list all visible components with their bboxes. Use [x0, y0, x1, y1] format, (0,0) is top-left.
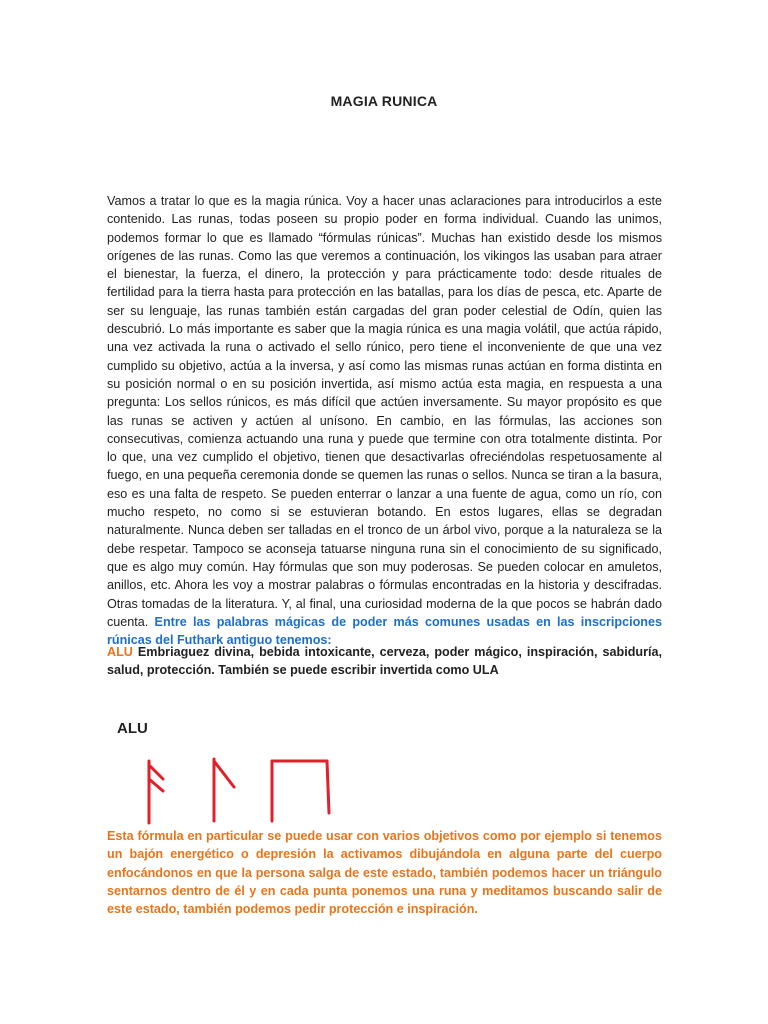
main-paragraph-text: Vamos a tratar lo que es la magia rúnica. Voy a hacer unas aclaraciones para introducirlos a este contenido. Las runas, todas poseen su propio poder en forma individual. Cuando las unimos, podemos formar lo que es llamado “fórmulas rúnicas”. Muchas han existido desde los mismos orígenes de las runas. Como las que veremos a continuación, los vikingos las usaban para atraer el bienestar, la fuerza, el dinero, la protección y para prácticamente todo: desde rituales de fertilidad para la tierra hasta para protección en las batallas, para los días de pesca, etc. Aparte de ser su lenguaje, las runas también están cargadas del gran poder celestial de Odín, quien las descubrió. Lo más importante es saber que la magia rúnica es una magia volátil, que actúa rápido, una vez activada la runa o activado el sello rúnico, pero tiene el inconveniente de que una vez cumplido su objetivo, actúa a la inversa, y así como las mismas runas actúan en forma distinta en su posición normal o en su posición invertida, así mismo actúa esta magia, en respuesta a una pregunta: Los sellos rúnicos, es más difícil que actúen inversamente. Su mayor propósito es que las runas se activen y actúen al unísono. En cambio, en las fórmulas, las acciones son consecutivas, comienza actuando una runa y puede que termine con otra totalmente distinta. Por lo que, una vez cumplido el objetivo, tienen que desactivarlas ofreciéndolas respetuosamente al fuego, en una pequeña ceremonia donde se quemen las runas o sellos. Nunca se tiran a la basura, eso es una falta de respeto. Se pueden enterrar o lanzar a una fuente de agua, como un río, con mucho respeto, no como si se estuvieran botando. En estos lugares, ellas se degradan naturalmente. Nunca deben ser talladas en el tronco de un árbol vivo, porque a la naturaleza se la debe respetar. Tampoco se aconseja tatuarse ninguna runa sin el conocimiento de su significado, que es algo muy común. Hay fórmulas que son muy poderosas. Se pueden colocar en amuletos, anillos, etc. Ahora les voy a mostrar palabras o fórmulas encontradas en la historia y descifradas. Otras tomadas de la literatura. Y, al final, una curiosidad moderna de la que pocos se habrán dado cuenta. — [107, 194, 662, 629]
main-paragraph — [107, 192, 662, 649]
alu-runes-figure — [130, 755, 350, 825]
alu-definition-paragraph — [107, 643, 662, 680]
alu-keyword: ALU — [107, 645, 133, 659]
rune-caption: ALU — [117, 720, 148, 737]
ansuz-rune-icon — [149, 761, 163, 823]
page-title: MAGIA RUNICA — [330, 93, 438, 109]
uruz-rune-icon — [272, 761, 329, 821]
highlight-intro-text: Entre las palabras mágicas de poder más comunes usadas en las inscripciones rúnicas del Futhark antiguo tenemos: — [107, 614, 662, 648]
alu-definition-text: Embriaguez divina, bebida intoxicante, cerveza, poder mágico, inspiración, sabiduría, salud, protección. También se puede escribir invertida como ULA — [107, 645, 662, 678]
laguz-rune-icon — [214, 759, 234, 821]
formula-note-paragraph: Esta fórmula en particular se puede usar con varios objetivos como por ejemplo si tenemos un bajón energético o depresión la activamos dibujándola en alguna parte del cuerpo enfocándonos en que la persona salga de este estado, también podemos hacer un triángulo sentarnos dentro de él y en cada punta ponemos una runa y meditamos buscando salir de este estado, también podemos pedir protección e inspiración. — [107, 829, 662, 917]
